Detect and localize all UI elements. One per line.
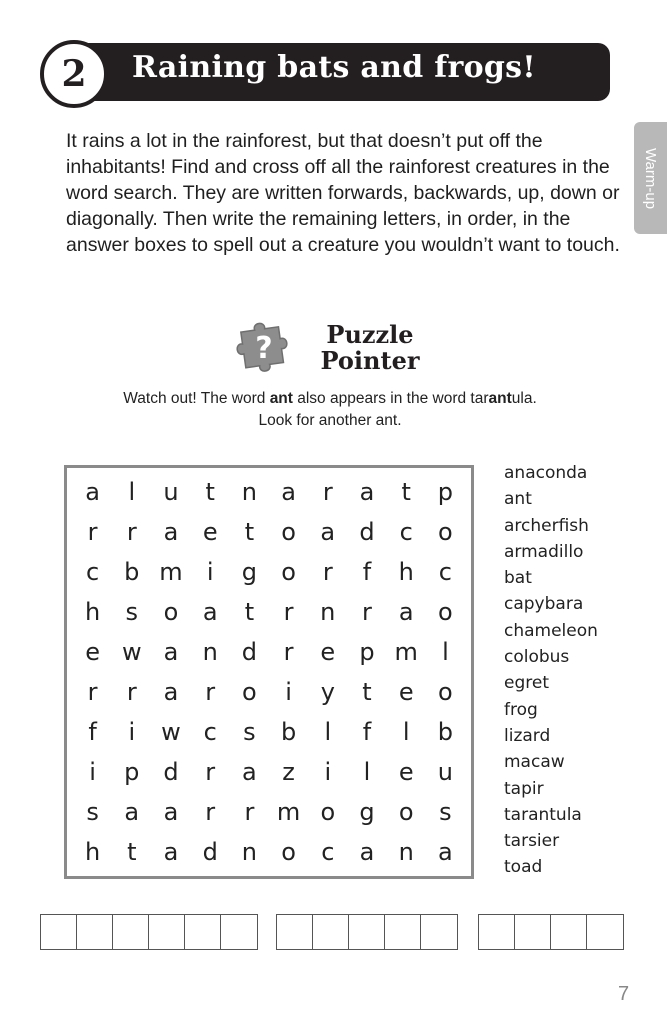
grid-cell[interactable]: a bbox=[281, 478, 296, 506]
grid-cell[interactable]: l bbox=[128, 478, 136, 506]
grid-cell[interactable]: h bbox=[398, 558, 414, 586]
grid-cell[interactable]: o bbox=[281, 838, 296, 866]
answer-box[interactable] bbox=[479, 915, 515, 949]
answer-box[interactable] bbox=[277, 915, 313, 949]
grid-cell[interactable]: a bbox=[438, 838, 453, 866]
answer-box[interactable] bbox=[587, 915, 623, 949]
grid-cell[interactable]: l bbox=[324, 718, 332, 746]
answer-box[interactable] bbox=[77, 915, 113, 949]
grid-cell[interactable]: l bbox=[402, 718, 410, 746]
grid-cell[interactable]: b bbox=[124, 558, 140, 586]
grid-cell[interactable]: o bbox=[398, 798, 414, 826]
puzzle-pointer-text bbox=[120, 388, 540, 432]
grid-cell[interactable]: s bbox=[439, 798, 452, 826]
answer-group bbox=[478, 914, 624, 950]
grid-cell[interactable]: t bbox=[401, 478, 411, 506]
grid-cell[interactable]: r bbox=[126, 518, 137, 546]
answer-box[interactable] bbox=[385, 915, 421, 949]
word-list-item: tarsier bbox=[504, 831, 560, 852]
grid-cell[interactable]: m bbox=[276, 798, 301, 826]
word-list-item: archerfish bbox=[504, 515, 589, 536]
grid-cell[interactable]: p bbox=[124, 758, 140, 786]
grid-cell[interactable]: n bbox=[398, 838, 414, 866]
grid-cell[interactable]: a bbox=[85, 478, 100, 506]
grid-cell[interactable]: e bbox=[85, 638, 100, 666]
grid-cell[interactable]: f bbox=[362, 558, 372, 586]
answer-box[interactable] bbox=[149, 915, 185, 949]
word-list-item: bat bbox=[504, 568, 532, 589]
grid-cell[interactable]: f bbox=[88, 718, 97, 746]
grid-cell[interactable]: f bbox=[362, 718, 372, 746]
grid-cell[interactable]: o bbox=[438, 598, 453, 626]
grid-cell[interactable]: a bbox=[163, 678, 179, 706]
grid-cell[interactable]: r bbox=[322, 478, 333, 506]
grid-cell[interactable]: a bbox=[163, 518, 179, 546]
grid-cell[interactable]: r bbox=[283, 638, 294, 666]
pointer-text-part: Watch out! The word bbox=[123, 390, 270, 407]
word-list-item: chameleon bbox=[504, 620, 598, 641]
answer-box[interactable] bbox=[421, 915, 457, 949]
grid-cell[interactable]: c bbox=[438, 558, 452, 586]
puzzle-pointer-title-line2: Pointer bbox=[320, 346, 420, 375]
grid-cell[interactable]: r bbox=[205, 678, 216, 706]
grid-cell[interactable]: t bbox=[362, 678, 372, 706]
question-mark: ? bbox=[255, 331, 273, 366]
grid-cell[interactable]: n bbox=[202, 638, 218, 666]
word-list-item: frog bbox=[504, 699, 538, 720]
grid-cell[interactable]: m bbox=[394, 638, 418, 666]
grid-cell[interactable]: g bbox=[359, 798, 375, 826]
grid-cell[interactable]: r bbox=[322, 558, 333, 586]
word-list-item: capybara bbox=[504, 594, 584, 615]
grid-cell[interactable]: b bbox=[437, 718, 454, 746]
puzzle-number: 2 bbox=[40, 40, 108, 108]
grid-cell[interactable]: d bbox=[202, 838, 218, 866]
grid-cell[interactable]: w bbox=[161, 718, 181, 746]
word-list-item: macaw bbox=[504, 752, 565, 773]
page-number: 7 bbox=[618, 983, 630, 1005]
grid-cell[interactable]: r bbox=[362, 598, 372, 626]
grid-cell[interactable]: c bbox=[399, 518, 413, 546]
grid-cell[interactable]: n bbox=[241, 478, 257, 506]
grid-cell[interactable]: y bbox=[320, 678, 335, 706]
answer-box[interactable] bbox=[349, 915, 385, 949]
answer-box[interactable] bbox=[41, 915, 77, 949]
answer-box[interactable] bbox=[221, 915, 257, 949]
grid-cell[interactable]: u bbox=[163, 478, 179, 506]
grid-cell[interactable]: w bbox=[121, 638, 142, 666]
answer-group bbox=[40, 914, 258, 950]
section-tab-label: Warm-up bbox=[642, 147, 659, 209]
grid-cell[interactable]: p bbox=[437, 478, 454, 506]
grid-cell[interactable]: i bbox=[128, 718, 136, 746]
grid-cell[interactable]: c bbox=[321, 838, 335, 866]
grid-cell[interactable]: e bbox=[398, 758, 414, 786]
page-title: Raining bats and frogs! bbox=[132, 50, 536, 85]
word-list-item: lizard bbox=[504, 725, 551, 746]
grid-cell[interactable]: r bbox=[205, 798, 216, 826]
grid-cell[interactable]: s bbox=[243, 718, 256, 746]
answer-box[interactable] bbox=[551, 915, 587, 949]
grid-cell[interactable]: t bbox=[127, 838, 137, 866]
word-search-grid bbox=[64, 465, 474, 879]
grid-cell[interactable]: s bbox=[86, 798, 99, 826]
grid-cell[interactable]: r bbox=[283, 598, 294, 626]
grid-cell[interactable]: o bbox=[281, 558, 296, 586]
word-list-item: tapir bbox=[504, 778, 544, 799]
grid-cell[interactable]: s bbox=[125, 598, 139, 626]
word-list-item: armadillo bbox=[504, 541, 584, 562]
grid-cell[interactable]: d bbox=[359, 518, 375, 546]
answer-box[interactable] bbox=[113, 915, 149, 949]
grid-cell[interactable]: u bbox=[437, 758, 453, 786]
title-banner bbox=[40, 40, 612, 106]
grid-cell[interactable]: c bbox=[85, 558, 100, 586]
grid-cell[interactable]: i bbox=[324, 758, 332, 786]
grid-cell[interactable]: r bbox=[244, 798, 255, 826]
grid-cell[interactable]: a bbox=[359, 838, 375, 866]
grid-cell[interactable]: m bbox=[159, 558, 183, 586]
grid-cell[interactable]: o bbox=[281, 518, 296, 546]
grid-cell[interactable]: i bbox=[285, 678, 292, 706]
grid-cell[interactable]: n bbox=[241, 838, 257, 866]
grid-cell[interactable]: a bbox=[124, 798, 140, 826]
grid-cell[interactable]: o bbox=[438, 678, 453, 706]
grid-cell[interactable]: d bbox=[241, 638, 258, 666]
grid-cell[interactable]: t bbox=[244, 598, 255, 626]
puzzle-piece-question-icon bbox=[229, 315, 299, 377]
word-list-item: anaconda bbox=[504, 463, 588, 483]
grid-cell[interactable]: p bbox=[359, 638, 375, 666]
grid-cell[interactable]: a bbox=[398, 598, 414, 626]
grid-cell[interactable]: e bbox=[202, 518, 218, 546]
word-list-item: ant bbox=[504, 489, 532, 510]
word-list-item: tarantula bbox=[504, 804, 582, 825]
grid-cell[interactable]: l bbox=[363, 758, 371, 786]
grid-cell[interactable]: h bbox=[84, 838, 101, 866]
grid-cell[interactable]: r bbox=[87, 518, 98, 546]
grid-cell[interactable]: a bbox=[163, 838, 179, 866]
pointer-text-bold: ant bbox=[269, 390, 293, 407]
grid-cell[interactable]: a bbox=[163, 638, 179, 666]
puzzle-pointer-title bbox=[306, 322, 434, 374]
grid-cell[interactable]: e bbox=[398, 678, 414, 706]
grid-cell[interactable]: o bbox=[320, 798, 336, 826]
answer-box[interactable] bbox=[313, 915, 349, 949]
grid-cell[interactable]: a bbox=[163, 798, 179, 826]
grid-cell[interactable]: c bbox=[203, 718, 217, 746]
grid-cell[interactable]: e bbox=[320, 638, 336, 666]
grid-cell[interactable]: a bbox=[202, 598, 218, 626]
word-list-item: toad bbox=[504, 857, 543, 878]
grid-cell[interactable]: i bbox=[89, 758, 96, 786]
answer-box[interactable] bbox=[515, 915, 551, 949]
grid-cell[interactable]: l bbox=[442, 638, 449, 666]
grid-cell[interactable]: o bbox=[242, 678, 257, 706]
grid-cell[interactable]: t bbox=[244, 518, 255, 546]
word-list-item: colobus bbox=[504, 647, 570, 668]
grid-cell[interactable]: a bbox=[242, 758, 257, 786]
grid-cell[interactable]: d bbox=[163, 758, 179, 786]
pointer-text-part: ula. Look for another ant. bbox=[258, 390, 537, 429]
section-tab bbox=[634, 122, 667, 234]
grid-cell[interactable]: r bbox=[126, 678, 137, 706]
grid-cell[interactable]: a bbox=[320, 518, 336, 546]
intro-text: It rains a lot in the rainforest, but that doesn’t put off the inhabitants! Find and cross off all the rainforest creatures in the word search. They are written forwards, backwards, up, down or diagonally. Then write the remaining letters, in order, in the answer boxes to spell out a creature you wouldn’t want to touch. bbox=[66, 130, 620, 256]
grid-cell[interactable]: o bbox=[438, 518, 453, 546]
grid-cell[interactable]: z bbox=[282, 758, 295, 786]
grid-cell[interactable]: r bbox=[87, 678, 98, 706]
answer-box[interactable] bbox=[185, 915, 221, 949]
word-list-item: egret bbox=[504, 673, 549, 694]
grid-cell[interactable]: h bbox=[84, 598, 101, 626]
answer-group bbox=[276, 914, 458, 950]
grid-cell[interactable]: g bbox=[241, 558, 258, 586]
grid-cell[interactable]: n bbox=[320, 598, 336, 626]
pointer-text-bold: ant bbox=[488, 390, 512, 407]
grid-cell[interactable]: t bbox=[205, 478, 215, 506]
grid-cell[interactable]: i bbox=[206, 558, 214, 586]
puzzle-pointer-title-line1: Puzzle bbox=[326, 320, 414, 349]
word-list bbox=[504, 460, 654, 881]
grid-cell[interactable]: a bbox=[359, 478, 375, 506]
pointer-text-part: also appears in the word tar bbox=[292, 390, 489, 407]
grid-cell[interactable]: o bbox=[163, 598, 179, 626]
grid-cell[interactable]: r bbox=[205, 758, 216, 786]
grid-cell[interactable]: b bbox=[280, 718, 297, 746]
